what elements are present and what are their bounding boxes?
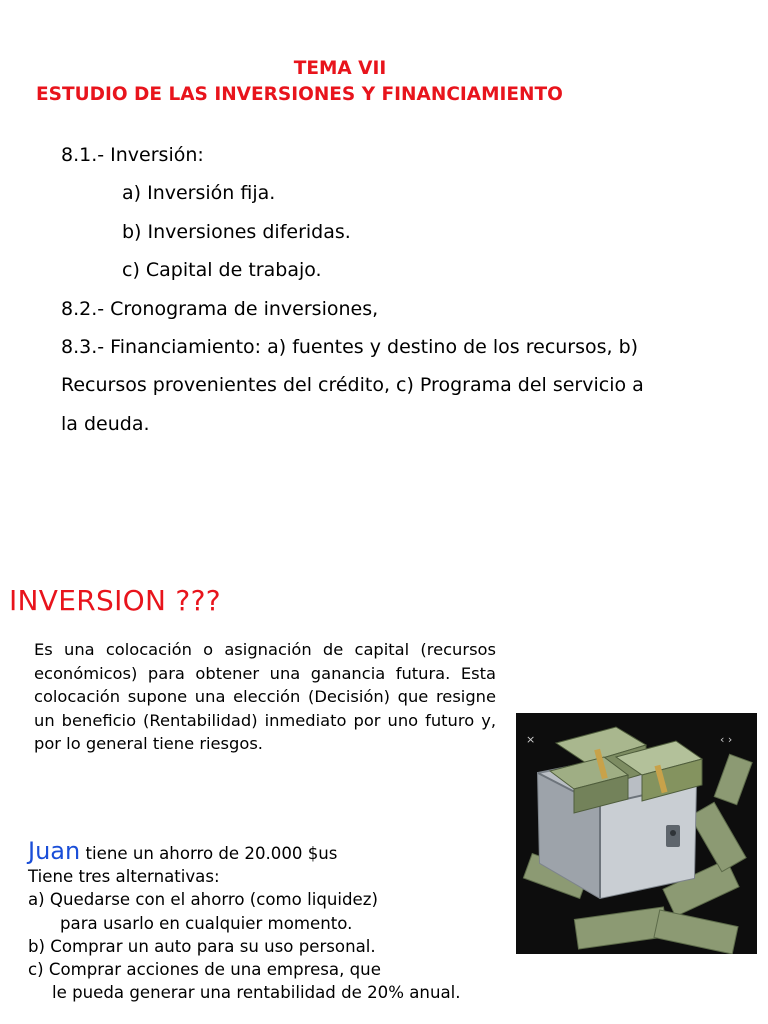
example-intro: tiene un ahorro de 20.000 $us	[80, 844, 338, 863]
example-name: Juan	[28, 837, 81, 865]
title-line-2: ESTUDIO DE LAS INVERSIONES Y FINANCIAMIENTO	[36, 84, 563, 105]
svg-text:×: ×	[526, 733, 536, 746]
alternative-line: le pueda generar una rentabilidad de 20% anual.	[52, 983, 461, 1003]
alternatives-intro: Tiene tres alternativas:	[28, 867, 220, 887]
outline-item: la deuda.	[61, 412, 150, 435]
example-intro-line	[28, 837, 461, 865]
section-heading: INVERSION ???	[9, 584, 221, 617]
outline-item: 8.3.- Financiamiento: a) fuentes y destino de los recursos, b)	[61, 336, 639, 359]
money-case-illustration	[516, 713, 757, 954]
alternative-line: a) Quedarse con el ahorro (como liquidez)	[28, 890, 378, 910]
outline-item: Recursos provenientes del crédito, c) Programa del servicio a	[61, 374, 644, 397]
outline-item: a) Inversión fija.	[122, 182, 276, 205]
outline-item: 8.2.- Cronograma de inversiones,	[61, 297, 379, 320]
svg-text:‹ ›: ‹ ›	[720, 733, 733, 746]
alternative-line: b) Comprar un auto para su uso personal.	[28, 936, 376, 956]
definition-paragraph: Es una colocación o asignación de capital (recursos económicos) para obtener una ganancia futura. Esta colocación supone una elección (Decisión) que resigne un beneficio (Rentabilidad) inmediato por uno futuro y, por lo general tiene riesgos.	[34, 640, 496, 753]
money-case-image	[516, 713, 757, 954]
alternative-line: c) Comprar acciones de una empresa, que	[28, 960, 381, 980]
alternative-line: para usarlo en cualquier momento.	[60, 913, 353, 933]
outline-item: 8.1.- Inversión:	[61, 144, 204, 166]
title-line-1: TEMA VII	[293, 58, 387, 79]
outline-item: c) Capital de trabajo.	[122, 259, 322, 282]
outline-item: b) Inversiones diferidas.	[122, 220, 351, 243]
topic-outline	[0, 136, 644, 443]
example-block	[28, 837, 461, 1004]
